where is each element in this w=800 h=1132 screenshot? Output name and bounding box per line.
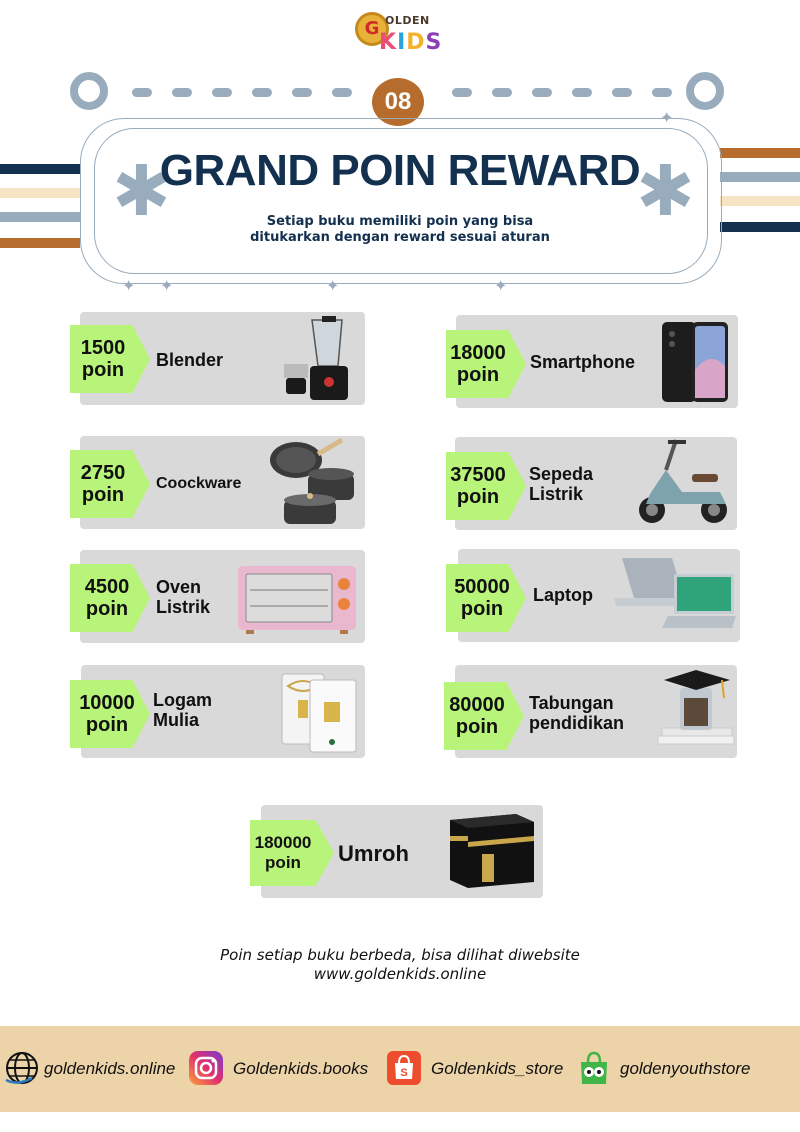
sparkle-icon: ✦	[160, 276, 174, 295]
shopee-icon	[386, 1050, 422, 1086]
reward-name: Logam Mulia	[153, 690, 213, 730]
sparkle-icon: ✦	[494, 276, 508, 295]
sparkle-icon: ✦	[660, 108, 674, 127]
points-label: 1500 poin	[80, 337, 126, 381]
kaaba-icon	[446, 810, 536, 890]
logo-medal-icon: G	[355, 12, 389, 46]
reward-name: Smartphone	[530, 352, 636, 372]
reward-name: Umroh	[338, 841, 409, 866]
ring-decoration-right	[686, 72, 724, 110]
page-number-badge: 08	[372, 78, 424, 126]
electric-bike-icon	[636, 434, 732, 528]
logo-text-top: OLDEN	[385, 14, 430, 27]
points-label: 37500 poin	[450, 464, 506, 508]
dash-decoration	[492, 88, 512, 97]
dash-decoration	[212, 88, 232, 97]
shopee-link[interactable]: Goldenkids_store	[431, 1059, 564, 1078]
dash-decoration	[132, 88, 152, 97]
stripe-left	[0, 238, 80, 248]
reward-name: Blender	[156, 350, 224, 370]
tokopedia-link[interactable]: goldenyouthstore	[620, 1059, 751, 1078]
dash-decoration	[332, 88, 352, 97]
points-label: 2750 poin	[80, 462, 126, 506]
dash-decoration	[572, 88, 592, 97]
stripe-left	[0, 212, 80, 222]
stripe-right	[720, 222, 800, 232]
dash-decoration	[612, 88, 632, 97]
oven-icon	[236, 562, 360, 636]
tokopedia-icon	[578, 1050, 610, 1086]
points-label: 10000 poin	[79, 692, 135, 736]
smartphone-icon	[660, 320, 730, 404]
dash-decoration	[452, 88, 472, 97]
stripe-left	[0, 188, 80, 198]
reward-name: Laptop	[533, 585, 593, 605]
sparkle-icon: ✦	[122, 276, 136, 295]
cookware-icon	[262, 434, 362, 530]
ring-decoration-left	[70, 72, 108, 110]
reward-name: Sepeda Listrik	[529, 464, 594, 504]
reward-name: Tabungan pendidikan	[529, 693, 625, 733]
logo-text-kids: KIDS	[379, 30, 443, 55]
laptop-icon	[612, 554, 738, 638]
dash-decoration	[652, 88, 672, 97]
sparkle-icon: ✦	[326, 276, 340, 295]
dash-decoration	[292, 88, 312, 97]
stripe-left	[0, 164, 80, 174]
reward-name: Coockware	[156, 475, 242, 492]
graduation-savings-icon	[654, 668, 738, 756]
stripe-right	[720, 148, 800, 158]
instagram-icon	[188, 1050, 224, 1086]
website-link[interactable]: goldenkids.online	[44, 1059, 176, 1078]
goldenkids-logo	[355, 8, 445, 58]
points-label: 4500 poin	[84, 576, 130, 620]
globe-icon	[4, 1050, 40, 1086]
stripe-right	[720, 196, 800, 206]
points-label: 180000 poin	[254, 833, 312, 872]
points-label: 50000 poin	[454, 576, 510, 620]
snowflake-icon: ✱	[636, 150, 695, 232]
snowflake-icon: ✱	[112, 150, 171, 232]
dash-decoration	[172, 88, 192, 97]
stripe-right	[720, 172, 800, 182]
dash-decoration	[252, 88, 272, 97]
page-title: GRAND POIN REWARD	[159, 146, 641, 195]
instagram-link[interactable]: Goldenkids.books	[233, 1059, 369, 1078]
reward-name: Oven Listrik	[156, 577, 211, 617]
svg-text:S: S	[400, 1067, 408, 1079]
gold-bar-icon	[280, 670, 360, 754]
blender-icon	[282, 312, 352, 404]
dash-decoration	[532, 88, 552, 97]
website-note: Poin setiap buku berbeda, bisa dilihat diwebsite www.goldenkids.online	[220, 946, 580, 983]
page-subtitle: Setiap buku memiliki poin yang bisa ditukarkan dengan reward sesuai aturan	[250, 214, 550, 245]
points-label: 80000 poin	[449, 694, 505, 738]
points-label: 18000 poin	[450, 342, 506, 386]
